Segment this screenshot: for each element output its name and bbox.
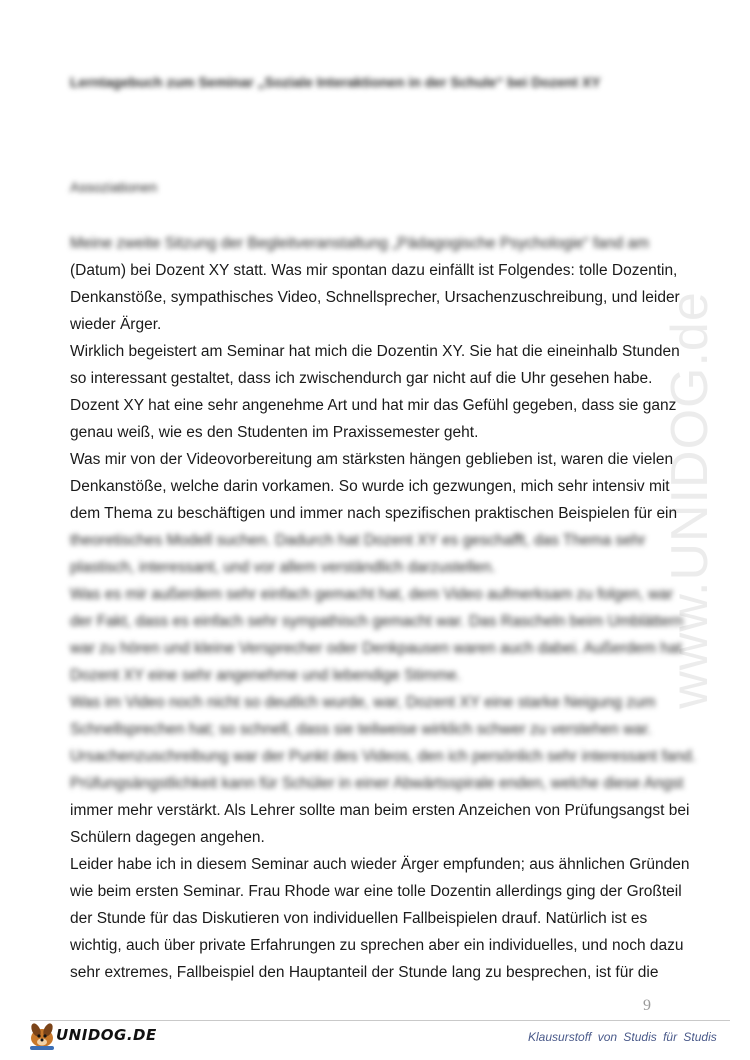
text-line: dem Thema zu beschäftigen und immer nach spezifischen praktischen Beispielen für ein [70,505,678,522]
text-line: plastisch, interessant, und vor allem verständlich darzustellen. [70,559,496,576]
section-heading: Assoziationen [70,179,158,195]
text-line: Meine zweite Sitzung der Begleitveranstaltung „Pädagogische Psychologie“ fand am [70,235,650,252]
page-number: 9 [643,997,651,1014]
text-line: sehr extremes, Fallbeispiel den Hauptanteil der Stunde lang zu besprechen, ist für die [70,964,659,981]
text-line: Dozent XY hat eine sehr angenehme Art und hat mir das Gefühl gegeben, dass sie ganz [70,397,677,414]
text-line: wie beim ersten Seminar. Frau Rhode war eine tolle Dozentin allerdings ging der Großteil [70,883,682,900]
dog-icon [29,1022,54,1050]
text-line: Denkanstöße, welche darin vorkamen. So wurde ich gezwungen, mich sehr intensiv mit [70,478,670,495]
text-line: Was im Video noch nicht so deutlich wurde, war, Dozent XY eine starke Neigung zum [70,694,656,711]
body-text [70,230,697,986]
text-line: Was mir von der Videovorbereitung am stärksten hängen geblieben ist, waren die vielen [70,451,674,468]
document-title: Lerntagebuch zum Seminar „Soziale Interaktionen in der Schule“ bei Dozent XY [70,74,601,90]
text-line: wichtig, auch über private Erfahrungen zu sprechen aber ein individuelles, und noch dazu [70,937,684,954]
text-line: (Datum) bei Dozent XY statt. Was mir spontan dazu einfällt ist Folgendes: tolle Dozentin, [70,262,678,279]
text-line: Was es mir außerdem sehr einfach gemacht hat, dem Video aufmerksam zu folgen, war [70,586,674,603]
text-line: immer mehr verstärkt. Als Lehrer sollte man beim ersten Anzeichen von Prüfungsangst bei [70,802,690,819]
text-line: Schülern dagegen angehen. [70,829,265,846]
text-line: Denkanstöße, sympathisches Video, Schnellsprecher, Ursachenzuschreibung, und leider [70,289,680,306]
text-line: war zu hören und kleine Versprecher oder Denkpausen waren auch dabei. Außerdem hat [70,640,682,657]
text-line: theoretisches Modell suchen. Dadurch hat Dozent XY es geschafft, das Thema sehr [70,532,646,549]
text-line: so interessant gestaltet, dass ich zwischendurch gar nicht auf die Uhr gesehen habe. [70,370,653,387]
text-line: Leider habe ich in diesem Seminar auch wieder Ärger empfunden; aus ähnlichen Gründen [70,856,690,873]
text-line: Ursachenzuschreibung war der Punkt des Videos, den ich persönlich sehr interessant fand. [70,748,697,765]
text-line: wieder Ärger. [70,316,162,333]
text-line: genau weiß, wie es den Studenten im Praxissemester geht. [70,424,479,441]
text-line: Wirklich begeistert am Seminar hat mich die Dozentin XY. Sie hat die eineinhalb Stunden [70,343,680,360]
footer-tagline: Klausurstoff von Studis für Studis [528,1030,717,1044]
text-line: Dozent XY eine sehr angenehme und lebendige Stimme. [70,667,461,684]
watermark-text: www.UNIDOG.de [661,291,719,709]
text-line: der Stunde für das Diskutieren von individuellen Fallbeispielen drauf. Natürlich ist es [70,910,648,927]
text-line: der Fakt, dass es einfach sehr sympathisch gemacht war. Das Rascheln beim Umblättern [70,613,684,630]
logo-text: UNIDOG.DE [56,1026,157,1044]
text-line: Schnellsprechen hat; so schnell, dass sie teilweise wirklich schwer zu verstehen war. [70,721,652,738]
text-line: Prüfungsängstlichkeit kann für Schüler in einer Abwärtsspirale enden, welche diese Angst [70,775,684,792]
